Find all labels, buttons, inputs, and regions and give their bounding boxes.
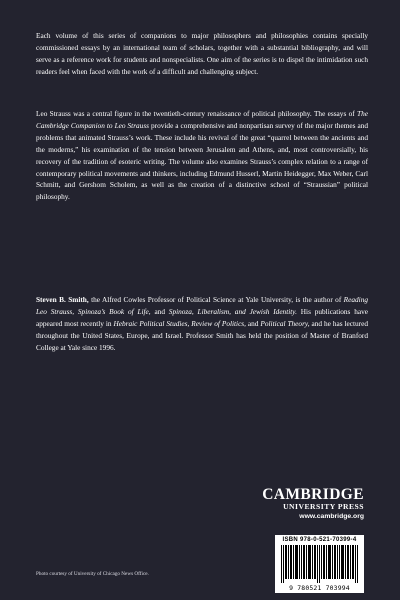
author-bio-text-d: and bbox=[245, 318, 261, 328]
barcode-bars-icon bbox=[279, 545, 360, 583]
book-description bbox=[36, 108, 368, 203]
publisher-subtitle: UNIVERSITY PRESS bbox=[283, 502, 364, 511]
book-description-text-b: provide a comprehensive and nonpartisan survey of the major themes and problems that animated Strauss’s work. These include his revival of the great “quarrel between the ancients and the moderns,” his examination of the tension between Jerusalem and Athens, and, most controversially, his recovery of the tradition of esoteric writing. The volume also examines Strauss’s complex relation to a range of contemporary political movements and thinkers, including Edmund Husserl, Martin Heidegger, Max Weber, Carl Schmitt, and Gershom Scholem, as well as the creation of a distinctive school of “Straussian” political philosophy. bbox=[36, 120, 368, 202]
author-bio-text-b: and bbox=[150, 306, 169, 316]
photo-credit: Photo courtesy of University of Chicago News Office. bbox=[36, 571, 149, 577]
publisher-url: www.cambridge.org bbox=[299, 513, 364, 520]
isbn-barcode bbox=[275, 535, 364, 593]
author-book-1: Reading Leo Strauss, Spinoza’s Book of Life, bbox=[36, 295, 368, 316]
author-bio-text-e: and he has lectured throughout the United States, Europe, and Israel. Professor Smith has held the position of Master of Branford College at Yale since 1996. bbox=[36, 318, 368, 352]
author-book-2: Spinoza, Liberalism, and Jewish Identity. bbox=[168, 306, 297, 316]
author-bio-text-c: His publications have appeared most recently in bbox=[36, 306, 368, 328]
barcode-digits: 9 780521 703994 bbox=[289, 584, 350, 592]
publisher-name: CAMBRIDGE bbox=[262, 486, 364, 503]
series-description bbox=[36, 30, 368, 78]
series-description-text: Each volume of this series of companions to major philosophers and philosophies contains specially commissioned essays by an international team of scholars, together with a substantial bibliography, and will serve as a reference work for students and nonspecialists. One aim of the series is to dispel the intimidation such readers feel when faced with the work of a difficult and challenging subject. bbox=[36, 31, 368, 76]
journal-list-1: Hebraic Political Studies, Review of Politics, bbox=[113, 318, 246, 328]
book-title: The Cambridge Companion to Leo Strauss bbox=[36, 109, 368, 130]
publisher-logo bbox=[262, 487, 364, 521]
author-bio bbox=[36, 294, 368, 354]
book-description-text-a: Leo Strauss was a central figure in the twentieth-century renaissance of political philosophy. The essays of bbox=[36, 109, 358, 118]
author-name: Steven B. Smith, bbox=[36, 295, 89, 304]
author-bio-text-a: the Alfred Cowles Professor of Political Science at Yale University, is the author of bbox=[88, 295, 344, 304]
isbn-label: ISBN 978-0-521-70399-4 bbox=[282, 537, 357, 543]
journal-list-2: Political Theory, bbox=[260, 318, 310, 328]
